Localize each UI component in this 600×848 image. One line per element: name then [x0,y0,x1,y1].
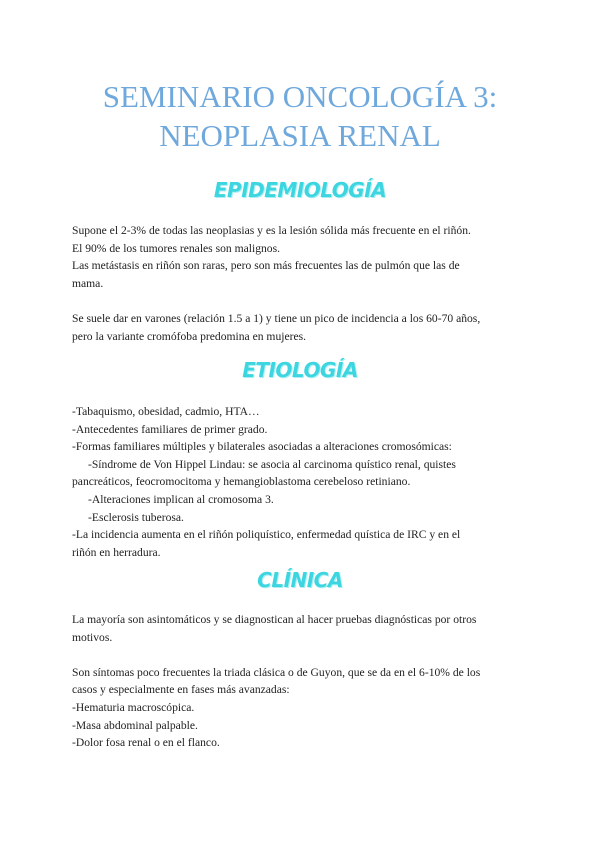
paragraph-line: mama. [72,276,104,290]
paragraph-spacer [72,646,532,664]
list-item: -Tabaquismo, obesidad, cadmio, HTA… [72,405,260,418]
list-item: -Antecedentes familiares de primer grado. [72,422,268,436]
list-item: -Dolor fosa renal o en el flanco. [72,736,220,750]
paragraph-line: motivos. [72,630,113,644]
paragraph-line: pero la variante cromófoba predomina en mujeres. [72,329,307,343]
paragraph-line: Se suele dar en varones (relación 1.5 a 1) y tiene un pico de incidencia a los 60-70 años, [72,311,481,325]
section-body-epidemiologia [72,222,532,345]
section-heading-epidemiologia: EPIDEMIOLOGÍA [213,178,387,202]
section-heading-etiologia: ETIOLOGÍA [242,358,358,382]
list-item-continuation: riñón en herradura. [72,545,161,559]
list-item: -La incidencia aumenta en el riñón poliquístico, enfermedad quística de IRC y en el [72,528,461,542]
list-item: -Hematuria macroscópica. [72,700,195,714]
document-title-line-2: NEOPLASIA RENAL [159,118,441,153]
paragraph-line: La mayoría son asintomáticos y se diagnostican al hacer pruebas diagnósticas por otros [72,613,477,626]
sub-list-item: -Alteraciones implican al cromosoma 3. [88,492,274,506]
section-body-clinica [72,611,532,752]
paragraph-line: Las metástasis en riñón son raras, pero son más frecuentes las de pulmón que las de [72,259,460,273]
sub-list-item: -Síndrome de Von Hippel Lindau: se asocia al carcinoma quístico renal, quistes [88,457,456,471]
paragraph-line: El 90% de los tumores renales son malignos. [72,241,281,255]
paragraph-line: Supone el 2-3% de todas las neoplasias y es la lesión sólida más frecuente en el riñón. [72,224,471,237]
section-body-etiologia [72,403,532,561]
sub-list-item-continuation: pancreáticos, feocromocitoma y hemangioblastoma cerebeloso retiniano. [72,475,411,489]
paragraph-line: casos y especialmente en fases más avanzadas: [72,683,290,697]
sub-list-item: -Esclerosis tuberosa. [88,510,184,524]
document-title-line-1: SEMINARIO ONCOLOGÍA 3: [102,79,498,114]
section-heading-clinica: CLÍNICA [257,568,343,592]
list-item: -Formas familiares múltiples y bilaterales asociadas a alteraciones cromosómicas: [72,440,452,454]
paragraph-spacer [72,292,532,310]
paragraph-line: Son síntomas poco frecuentes la triada clásica o de Guyon, que se da en el 6-10% de los [72,665,481,679]
list-item: -Masa abdominal palpable. [72,718,198,732]
